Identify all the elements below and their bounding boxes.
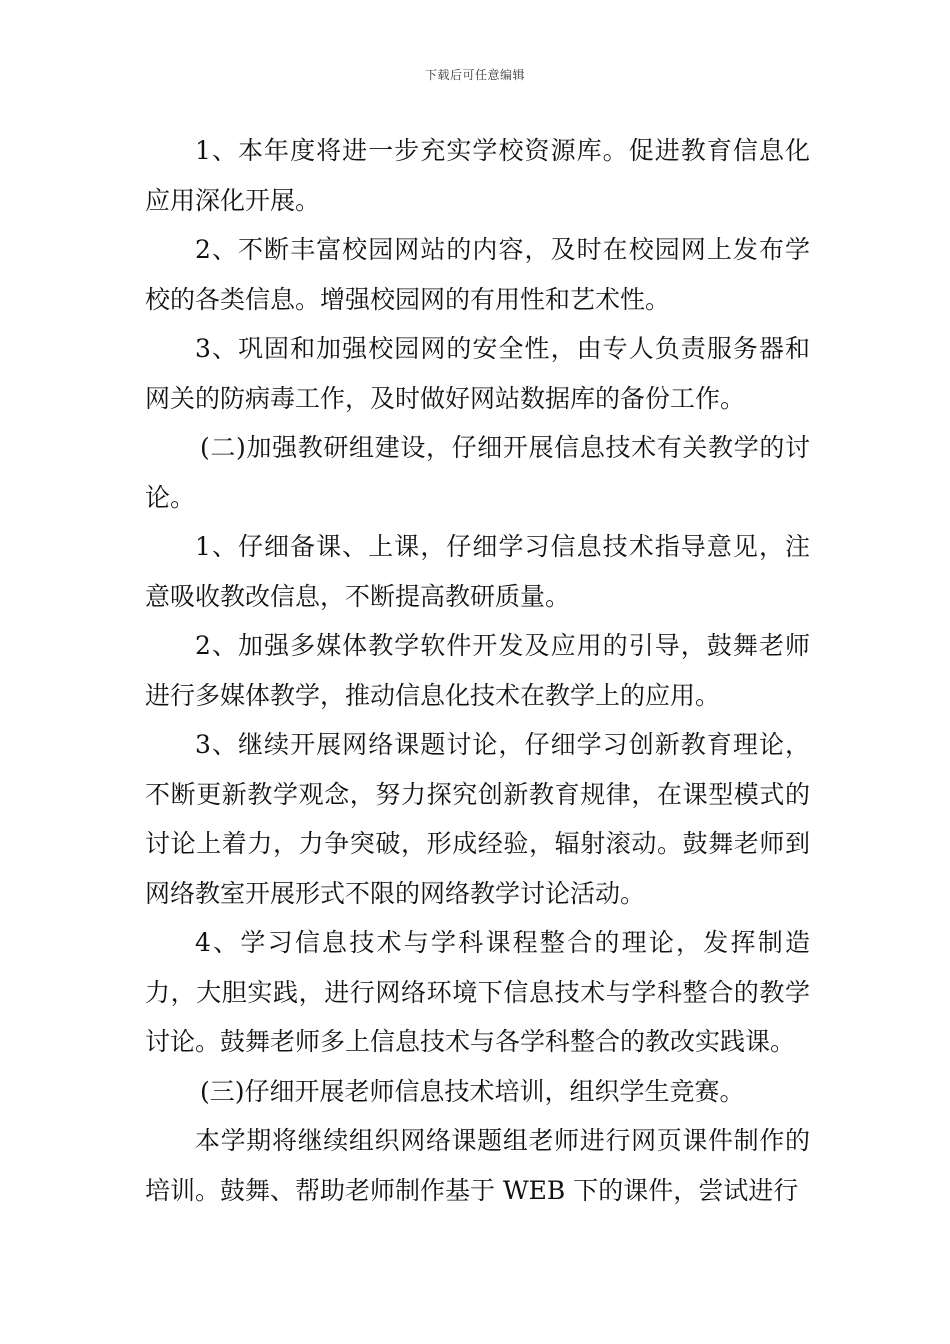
document-body bbox=[145, 126, 810, 1215]
paragraph-8: 本学期将继续组织网络课题组老师进行网页课件制作的培训。鼓舞、帮助老师制作基于 WEB 下的课件，尝试进行 bbox=[145, 1126, 810, 1205]
paragraph-6: 3、继续开展网络课题讨论，仔细学习创新教育理论，不断更新教学观念，努力探究创新教育规律，在课型模式的讨论上着力，力争突破，形成经验，辐射滚动。鼓舞老师到网络教室开展形式不限的网络教学讨论活动。 bbox=[145, 730, 810, 908]
paragraph-7: 4、学习信息技术与学科课程整合的理论，发挥制造力，大胆实践，进行网络环境下信息技术与学科整合的教学讨论。鼓舞老师多上信息技术与各学科整合的教改实践课。 bbox=[145, 928, 810, 1056]
section-heading-3: (三)仔细开展老师信息技术培训，组织学生竞赛。 bbox=[200, 1076, 745, 1106]
paragraph-3: 3、巩固和加强校园网的安全性，由专人负责服务器和网关的防病毒工作，及时做好网站数据库的备份工作。 bbox=[145, 334, 810, 413]
paragraph-1: 1、本年度将进一步充实学校资源库。促进教育信息化应用深化开展。 bbox=[145, 136, 810, 215]
paragraph-2: 2、不断丰富校园网站的内容，及时在校园网上发布学校的各类信息。增强校园网的有用性和艺术性。 bbox=[145, 235, 810, 314]
section-heading-2: (二)加强教研组建设，仔细开展信息技术有关教学的讨论。 bbox=[145, 433, 810, 512]
header-note: 下载后可任意编辑 bbox=[424, 68, 525, 82]
paragraph-5: 2、加强多媒体教学软件开发及应用的引导，鼓舞老师进行多媒体教学，推动信息化技术在教学上的应用。 bbox=[145, 631, 810, 710]
paragraph-4: 1、仔细备课、上课，仔细学习信息技术指导意见，注意吸收教改信息，不断提高教研质量。 bbox=[145, 532, 810, 611]
